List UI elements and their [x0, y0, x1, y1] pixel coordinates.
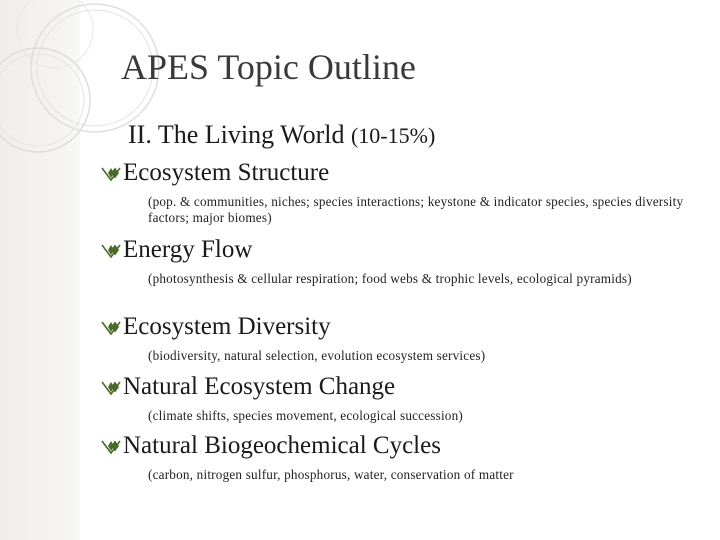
diamond-bullet-icon [100, 241, 122, 259]
topic-details: (pop. & communities, niches; species interactions; keystone & indicator species, species diversity factors; major biomes) [148, 194, 684, 225]
topic-heading-text: Ecosystem Diversity [123, 313, 331, 340]
topic-heading-text: Energy Flow [123, 236, 253, 263]
diamond-bullet-icon [100, 318, 122, 336]
topic-heading [100, 235, 690, 265]
topic-heading [100, 431, 690, 461]
section-weight: (10-15%) [350, 123, 436, 148]
diamond-bullet-icon [100, 378, 122, 396]
topic-heading-text: Ecosystem Structure [123, 159, 330, 186]
topic-details: (carbon, nitrogen sulfur, phosphorus, water, conservation of matter [148, 467, 514, 482]
section-heading [128, 120, 435, 150]
topic-details: (photosynthesis & cellular respiration; food webs & trophic levels, ecological pyramids) [148, 271, 632, 286]
topic-item [100, 431, 690, 483]
topic-details: (biodiversity, natural selection, evolution ecosystem services) [148, 348, 486, 363]
topic-heading [100, 312, 690, 342]
topic-item [100, 312, 690, 364]
diamond-bullet-icon [100, 437, 122, 455]
diamond-bullet-icon [100, 164, 122, 182]
topic-details: (climate shifts, species movement, ecological succession) [148, 408, 463, 423]
section-name: II. The Living World [128, 120, 345, 149]
topic-item [100, 372, 690, 424]
topic-heading [100, 158, 690, 188]
topic-item [100, 158, 690, 226]
topic-item [100, 235, 690, 287]
topic-heading-text: Natural Ecosystem Change [123, 373, 396, 400]
slide-title: APES Topic Outline [121, 47, 416, 87]
topic-heading-text: Natural Biogeochemical Cycles [123, 432, 441, 459]
topic-heading [100, 372, 690, 402]
